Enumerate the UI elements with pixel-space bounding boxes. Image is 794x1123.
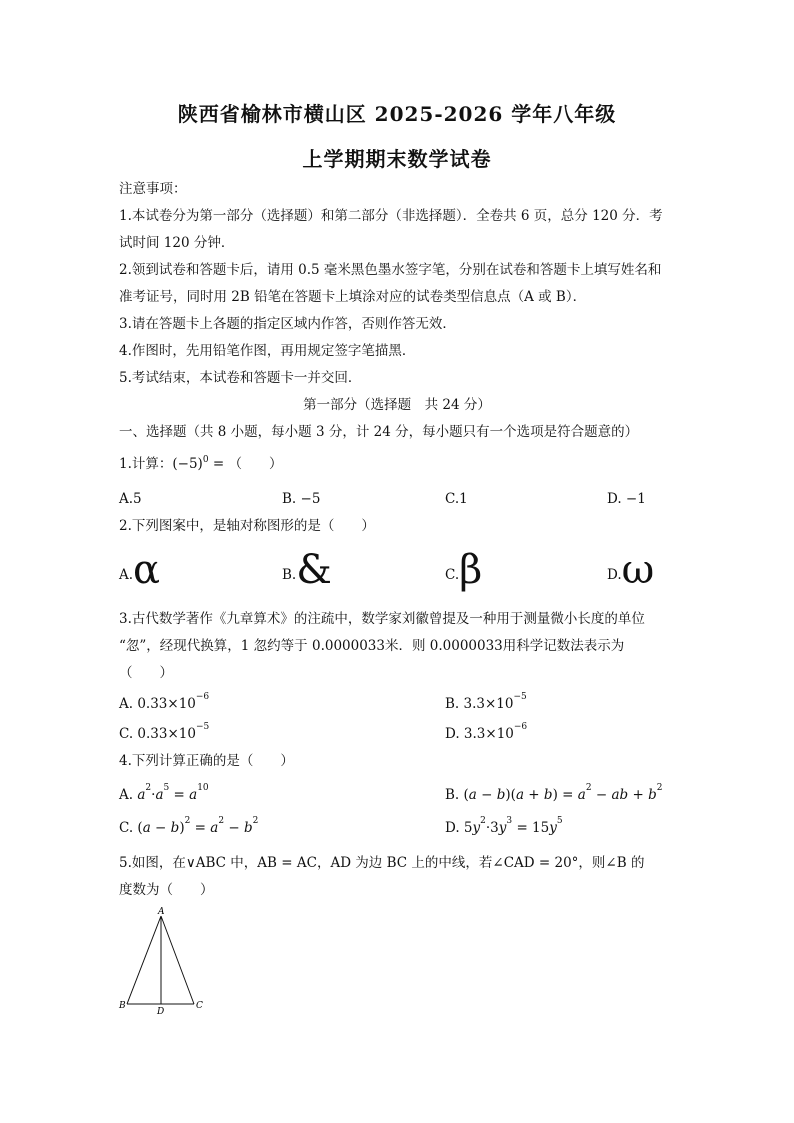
q1-option-a[interactable]: A.5 [119,491,142,507]
notice-item-2-line-1: 2.领到试卷和答题卡后，请用 0.5 毫米黑色墨水签字笔，分别在试卷和答题卡上填写姓名和 [119,262,662,278]
q3-option-d[interactable] [445,722,528,742]
beta-symbol: β [459,547,483,593]
notice-item-4: 4.作图时，先用铅笔作图，再用规定签字笔描黑． [119,343,416,359]
side-ac [161,916,194,1004]
q1-option-d[interactable]: D. −1 [607,491,646,507]
question-2-stem: 2.下列图案中，是轴对称图形的是（ ） [119,518,375,534]
omega-symbol: ω [621,547,655,593]
q2-option-d-label: D. [607,567,622,583]
page-subtitle: 上学期期末数学试卷 [302,147,492,171]
q3-option-c-exp: −5 [195,722,210,732]
point-d-label: D [157,1007,165,1017]
q3-option-a-base: A. 0.33×10 [119,696,196,712]
q2-option-a-label: A. [119,567,134,583]
notice-item-5: 5.考试结束，本试卷和答题卡一并交回． [119,370,362,386]
section-heading: 一、选择题（共 8 小题，每小题 3 分，计 24 分，每小题只有一个选项是符合题意的） [119,424,639,440]
question-1-stem [119,455,282,473]
question-3-line-2: “忽”，经现代换算，1 忽约等于 0.0000033米．则 0.0000033用科学记数法表示为 [119,638,625,654]
side-ab [127,916,161,1004]
q2-option-d[interactable] [607,547,655,593]
question-5-line-2: 度数为（ ） [119,882,214,898]
q2-option-b-label: B. [282,567,297,583]
q3-option-d-exp: −6 [513,722,528,732]
q3-option-d-base: D. 3.3×10 [445,726,514,742]
q2-option-c-label: C. [445,567,460,583]
notice-item-1-line-1: 1.本试卷分为第一部分（选择题）和第二部分（非选择题）．全卷共 6 页，总分 120 分．考 [119,208,663,224]
page-title: 陕西省榆林市横山区 2025-2026 学年八年级 [177,102,617,126]
q4-option-d[interactable]: D. $5y^2\cdot 3y^3 = 15y^5$ [445,816,563,836]
q3-option-c[interactable] [119,722,210,742]
question-4-stem: 4.下列计算正确的是（ ） [119,753,294,769]
notice-item-1-line-2: 试时间 120 分钟． [119,235,235,251]
notice-item-3: 3.请在答题卡上各题的指定区域内作答，否则作答无效． [119,316,456,332]
question-1-expression: $(-5)^0$ [172,455,209,472]
q3-option-a[interactable] [119,692,210,712]
q2-option-c[interactable] [445,547,483,593]
q3-option-b[interactable] [445,692,527,712]
q3-option-b-exp: −5 [513,692,527,702]
question-3-line-1: 3.古代数学著作《九章算术》的注疏中，数学家刘徽曾提及一种用于测量微小长度的单位 [119,611,645,627]
ampersand-symbol: & [296,547,332,593]
alpha-symbol: α [133,547,161,593]
q2-option-a[interactable] [119,547,161,593]
vertex-c-label: C [196,1001,203,1011]
q1-option-c[interactable]: C.1 [445,491,468,507]
question-1-suffix: = （ ） [208,456,283,472]
notice-item-2-line-2: 准考证号，同时用 2B 铅笔在答题卡上填涂对应的试卷类型信息点（A 或 B）． [119,289,587,305]
question-5-line-1: 5.如图，在∨ABC 中，AB = AC，AD 为边 BC 上的中线，若∠CAD = 20°，则∠B 的 [119,855,645,871]
notice-heading: 注意事项： [119,181,187,197]
question-1-prefix: 1.计算： [119,456,173,472]
q2-option-b[interactable] [282,547,332,593]
q4-option-b[interactable]: B. $(a - b)(a + b) = a^2$ − ab + $b^2$ [445,783,663,803]
question-3-line-3: （ ） [119,665,173,681]
q3-option-a-exp: −6 [195,692,210,702]
vertex-b-label: B [119,1001,126,1011]
part1-heading: 第一部分（选择题 共 24 分） [303,397,491,413]
q3-option-b-base: B. 3.3×10 [445,696,514,712]
vertex-a-label: A [158,907,165,917]
q4-option-c[interactable]: C. $(a - b)^2 = a^2 - b^2$ [119,816,259,836]
q4-option-a[interactable]: A. $a^2\cdot a^5 = a^{10}$ [119,783,209,803]
q3-option-c-base: C. 0.33×10 [119,726,196,742]
triangle-figure [110,900,220,1020]
q1-option-b[interactable]: B. −5 [282,491,321,507]
